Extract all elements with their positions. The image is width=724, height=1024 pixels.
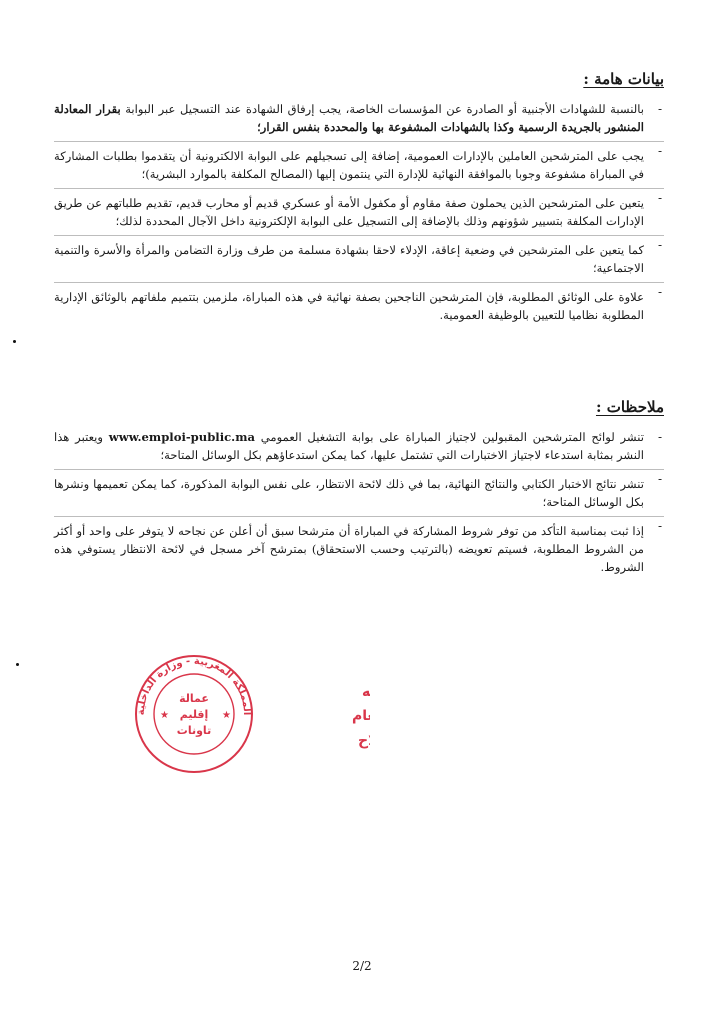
- portal-link[interactable]: www.emploi-public.ma: [108, 430, 255, 444]
- list-item: - علاوة على الوثائق المطلوبة، فإن المترشحين الناجحين بصفة نهائية في هذه المباراة، ملزمين بتتميم ملفاتهم بالوثائق الإدارية المطلوبة نظاميا للتعيين بالوظيفة العمومية.: [54, 282, 664, 324]
- stamp-ring-text: المملكة المغربية - وزارة الداخلية: [135, 655, 253, 716]
- list-item: - تنشر لوائح المترشحين المقبولين لاجتياز المباراة على بوابة التشغيل العمومي www.emploi-public.ma ويعتبر هذا النشر بمثابة استدعاء لاجتياز الاختبارات التي تشتمل عليها، كما يمكن استدعاؤهم بكل الوسائل المتاحة؛: [54, 428, 664, 464]
- list-item: - بالنسبة للشهادات الأجنبية أو الصادرة عن المؤسسات الخاصة، يجب إرفاق الشهادة عند التسجيل عبر البوابة بقرار المعادلة المنشور بالجريدة الرسمية وكذا بالشهادات المشفوعة بها والمحددة بنفس القرار؛: [54, 100, 664, 136]
- list-item: - تنشر نتائج الاختبار الكتابي والنتائج النهائية، بما في ذلك لائحة الانتظار، على نفس البوابة المذكورة، كما يمكن تعميمها ونشرها بكل الوسائل المتاحة؛: [54, 469, 664, 511]
- star-icon: ★: [160, 710, 169, 721]
- important-info-list: [54, 100, 664, 324]
- signature-line: ام: [352, 708, 368, 724]
- list-item: - يتعين على المترشحين الذين يحملون صفة مقاوم أو مكفول الأمة أو عسكري قديم أو محارب قديم، تقديم طلباتهم عن طريق الإدارات المكلفة بتسيير شؤونهم وذلك بالإضافة إلى التسجيل على البوابة الإلكترونية داخل الآجال المحددة لذلك؛: [54, 188, 664, 230]
- stamp-center-line: عمالة: [179, 692, 209, 705]
- notes-list: [54, 428, 664, 576]
- stamp-center-line: إقليم: [179, 708, 209, 721]
- scan-speck: [16, 663, 19, 666]
- list-item: - كما يتعين على المترشحين في وضعية إعاقة، الإدلاء لاحقا بشهادة مسلمة من طرف وزارة التضامن والمرأة والأسرة والتنمية الاجتماعية؛: [54, 235, 664, 277]
- scan-speck: [13, 340, 16, 343]
- stamp-graphic: [130, 652, 370, 776]
- star-icon: ★: [222, 710, 231, 721]
- important-info-heading: بيانات هامة :: [583, 70, 664, 88]
- notes-heading: ملاحظات :: [595, 398, 664, 416]
- signature-line: ح: [358, 733, 369, 749]
- signature-line: ه: [362, 684, 370, 700]
- page-number: 2/2: [352, 959, 372, 973]
- list-item: - إذا ثبت بمناسبة التأكد من توفر شروط المشاركة في المباراة أن مترشحا سبق أن أعلن عن نجاحه لا يتوفر على واحد أو أكثر من الشروط المطلوبة، فسيتم تعويضه (بالترتيب وحسب الاستحقاق) بمترشح آخر مسجل في لائحة الانتظار يستوفي هذه الشروط.: [54, 516, 664, 576]
- official-stamp-and-signature: [130, 652, 370, 776]
- list-item: - يجب على المترشحين العاملين بالإدارات العمومية، إضافة إلى تسجيلهم على البوابة الالكترونية أن يتقدموا بطلبات المشاركة في المباراة مشفوعة وجوبا بالموافقة النهائية للإدارة التي ينتمون إليها (المصالح المكلفة بالموارد البشرية)؛: [54, 141, 664, 183]
- stamp-center-line: تاونات: [176, 724, 212, 737]
